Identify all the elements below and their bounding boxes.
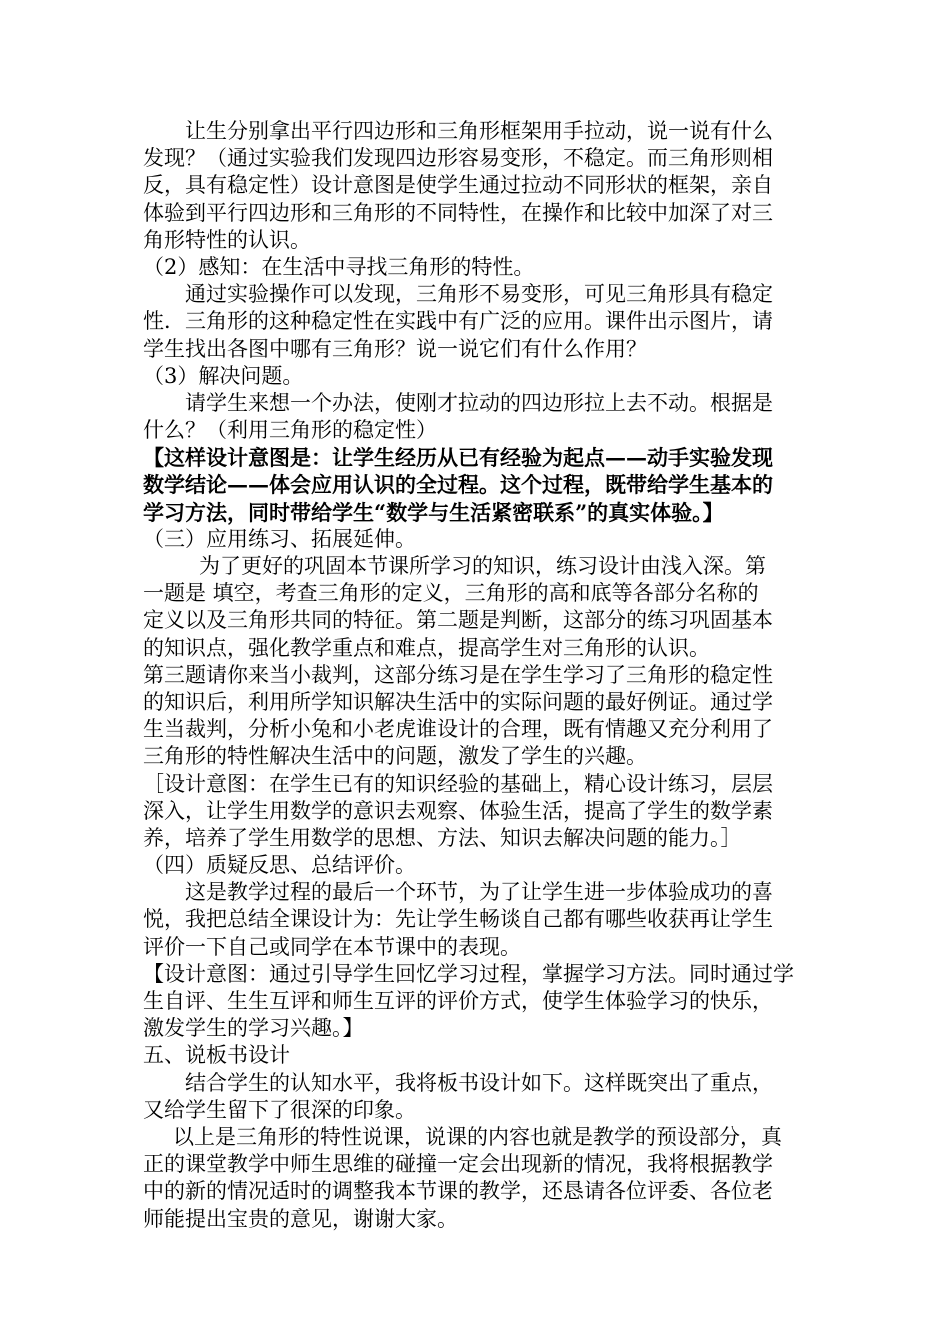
paragraph-line: 第三题请你来当小裁判，这部分练习是在学生学习了三角形的稳定性 <box>143 662 773 687</box>
paragraph-line: 师能提出宝贵的意见，谢谢大家。 <box>143 1206 458 1231</box>
paragraph-line: 以上是三角形的特性说课，说课的内容也就是教学的预设部分，真 <box>173 1124 782 1149</box>
section-heading: （2）感知：在生活中寻找三角形的特性。 <box>143 254 535 279</box>
design-intent-line: 学习方法，同时带给学生“数学与生活紧密联系”的真实体验。】 <box>143 499 724 525</box>
paragraph-line: 为了更好的巩固本节课所学习的知识，练习设计由浅入深。第 <box>199 554 766 578</box>
paragraph-line: 反，具有稳定性）设计意图是使学生通过拉动不同形状的框架，亲自 <box>143 173 773 198</box>
paragraph-line: 角形特性的认识。 <box>143 227 311 252</box>
design-intent-line: 养，培养了学生用数学的思想、方法、知识去解决问题的能力。］ <box>143 825 742 850</box>
paragraph-line: 的知识后，利用所学知识解决生活中的实际问题的最好例证。通过学 <box>143 689 773 714</box>
paragraph-line: 悦，我把总结全课设计为：先让学生畅谈自己都有哪些收获再让学生 <box>143 907 773 932</box>
design-intent-line: ［设计意图：在学生已有的知识经验的基础上，精心设计练习，层层 <box>143 771 773 796</box>
paragraph-line: 体验到平行四边形和三角形的不同特性，在操作和比较中加深了对三 <box>143 200 773 225</box>
section-heading: （四）质疑反思、总结评价。 <box>143 853 416 878</box>
design-intent-line: 数学结论——体会应用认识的全过程。这个过程，既带给学生基本的 <box>143 472 773 498</box>
paragraph-line: 三角形的特性解决生活中的问题，激发了学生的兴趣。 <box>143 744 647 769</box>
paragraph-line: 请学生来想一个办法，使刚才拉动的四边形拉上去不动。根据是 <box>185 390 773 415</box>
paragraph-line: 发现？（通过实验我们发现四边形容易变形，不稳定。而三角形则相 <box>143 146 773 171</box>
paragraph-line: 的知识点，强化教学重点和难点，提高学生对三角形的认识。 <box>143 635 710 660</box>
paragraph-line: 通过实验操作可以发现，三角形不易变形，可见三角形具有稳定 <box>185 282 773 307</box>
design-intent-line: 激发学生的学习兴趣。】 <box>143 1016 364 1041</box>
design-intent-line: 深入，让学生用数学的意识去观察、体验生活，提高了学生的数学素 <box>143 798 773 823</box>
paragraph-line: 一题是 填空，考查三角形的定义，三角形的高和底等各部分名称的 <box>143 581 759 606</box>
paragraph-line: 正的课堂教学中师生思维的碰撞一定会出现新的情况，我将根据教学 <box>143 1152 773 1177</box>
paragraph-line: 性．三角形的这种稳定性在实践中有广泛的应用。课件出示图片，请 <box>143 309 773 334</box>
section-heading: 五、说板书设计 <box>143 1043 290 1068</box>
paragraph-line: 生当裁判，分析小兔和小老虎谁设计的合理，既有情趣又充分利用了 <box>143 717 773 742</box>
document-body <box>143 118 815 1233</box>
paragraph-line: 中的新的情况适时的调整我本节课的教学，还恳请各位评委、各位老 <box>143 1179 773 1204</box>
paragraph-line: 结合学生的认知水平，我将板书设计如下。这样既突出了重点， <box>185 1070 773 1095</box>
paragraph-line: 评价一下自己或同学在本节课中的表现。 <box>143 934 521 959</box>
paragraph-line: 这是教学过程的最后一个环节，为了让学生进一步体验成功的喜 <box>185 880 773 905</box>
design-intent-line: 生自评、生生互评和师生互评的评价方式，使学生体验学习的快乐， <box>143 989 773 1013</box>
paragraph-line: 又给学生留下了很深的印象。 <box>143 1097 416 1122</box>
paragraph-line: 学生找出各图中哪有三角形？说一说它们有什么作用？ <box>143 336 647 361</box>
section-heading: （三）应用练习、拓展延伸。 <box>143 526 416 551</box>
design-intent-line: 【这样设计意图是：让学生经历从已有经验为起点——动手实验发现 <box>143 445 773 471</box>
design-intent-line: 【设计意图：通过引导学生回忆学习过程，掌握学习方法。同时通过学 <box>143 961 794 986</box>
paragraph-line: 什么？（利用三角形的稳定性） <box>143 418 437 443</box>
paragraph-line: 定义以及三角形共同的特征。第二题是判断，这部分的练习巩固基本 <box>143 608 773 633</box>
section-heading: （3）解决问题。 <box>143 363 304 388</box>
paragraph-line: 让生分别拿出平行四边形和三角形框架用手拉动，说一说有什么 <box>185 119 773 143</box>
